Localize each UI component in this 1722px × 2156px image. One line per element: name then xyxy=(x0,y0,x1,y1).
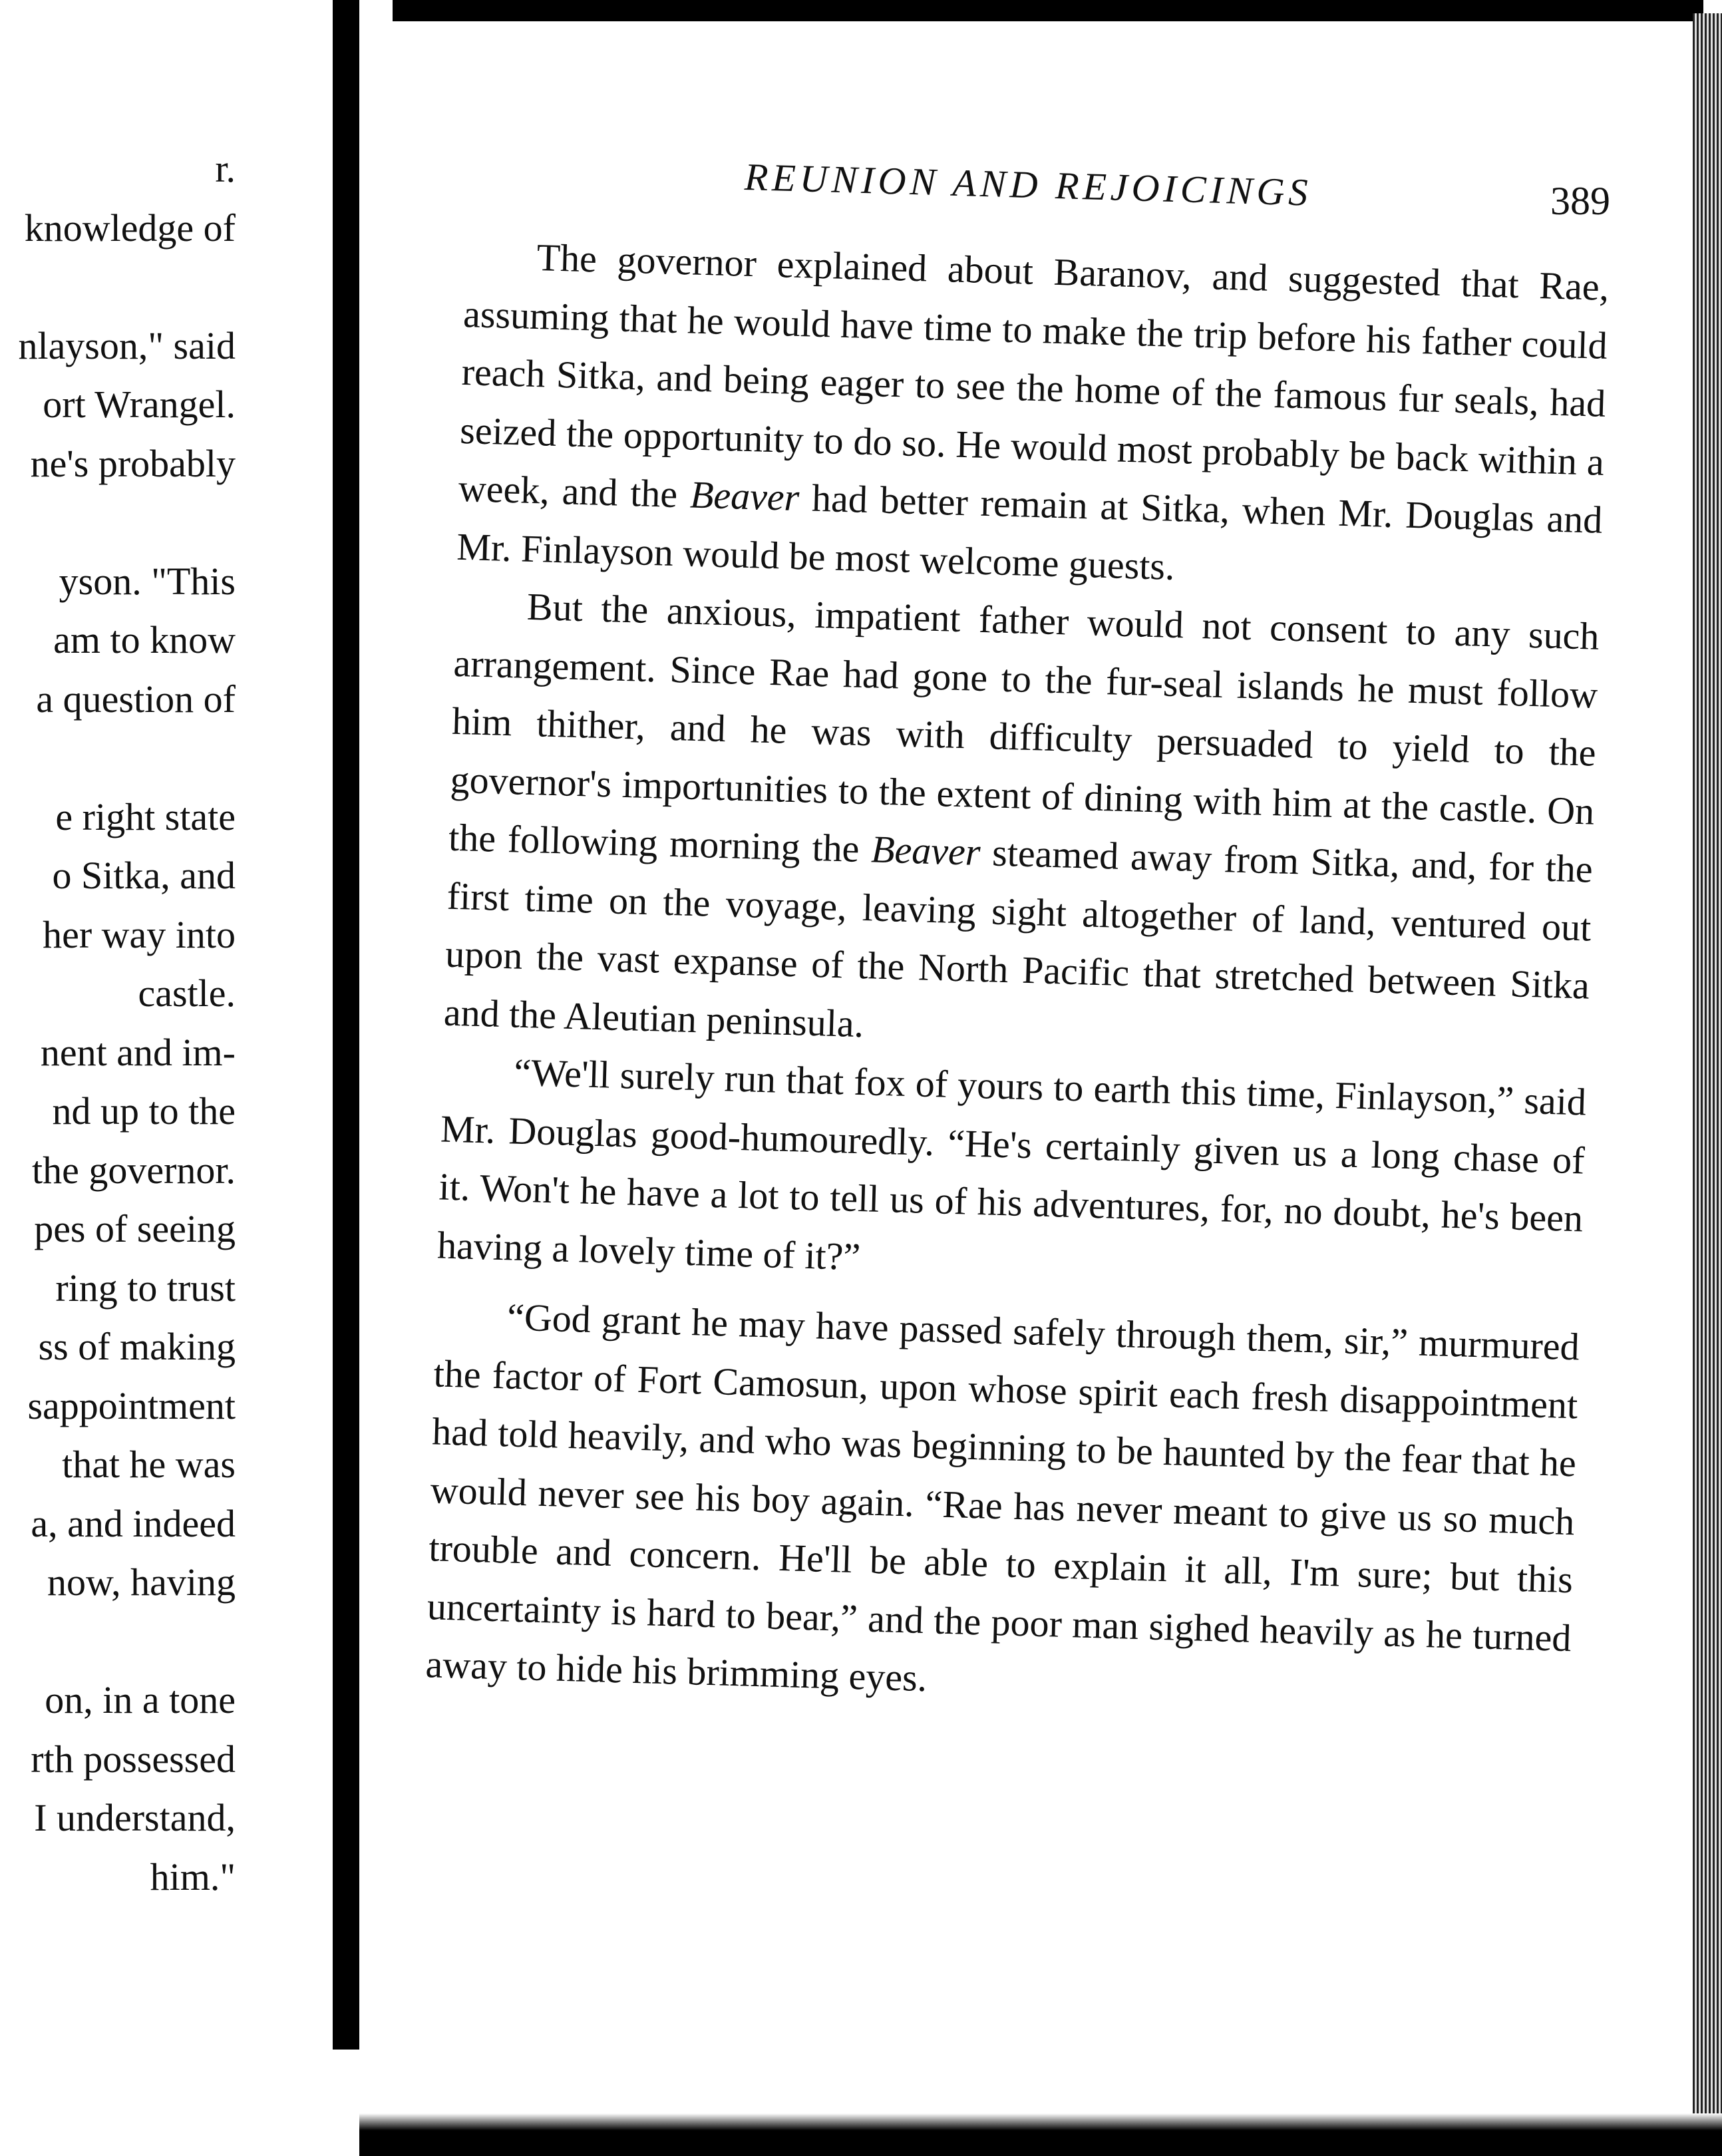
left-page-line: I understand, xyxy=(34,1796,236,1839)
left-page-line: ss of making xyxy=(38,1325,236,1368)
left-page-line: ring to trust xyxy=(55,1266,236,1310)
left-page-line: sappointment xyxy=(27,1383,236,1427)
paragraph-2: But the anxious, impatient father would not consent to any such arrangement. Since Rae had gone to the fur-seal islands he must follow him thither, and he was with difficulty persuaded to yield to the governor's importunities to the extent of dining with him at the castle. On the following morning the Beaver steamed away from Sitka, and, for the first time on the voyage, leaving sight altogether of land, ventured out upon the vast expanse of the North Pacific that stretched between Sitka and the Aleutian peninsula. xyxy=(443,584,1600,1045)
left-page-line: on, in a tone xyxy=(45,1678,236,1721)
paragraph-4: “God grant he may have passed safely through them, sir,” murmured the factor of Fort Camosun, upon whose spirit each fresh disappointment had told heavily, and who was beginning to be haunted by the fear that he would never see his boy again. “Rae has never meant to give us so much trouble and concern. He'll be able to explain it all, I'm sure; but this uncertainty is hard to bear,” and the poor man sighed heavily as he turned away to hide his brimming eyes. xyxy=(425,1295,1580,1700)
left-page-line: am to know xyxy=(53,618,236,661)
left-page-line: r. xyxy=(215,147,236,190)
left-page-line: the governor. xyxy=(31,1148,236,1192)
left-page-line: nent and im- xyxy=(40,1030,236,1074)
page-number: 389 xyxy=(1550,179,1610,223)
left-page-line: nlayson," said xyxy=(18,323,236,367)
book-gutter xyxy=(333,0,359,2050)
left-page-line: that he was xyxy=(62,1443,236,1486)
left-page-line: nd up to the xyxy=(52,1089,236,1133)
left-page-line: pes of seeing xyxy=(34,1207,236,1250)
page-edge-top xyxy=(393,0,1703,21)
left-page-line: ort Wrangel. xyxy=(43,383,236,426)
paragraph-3: “We'll surely run that fox of yours to earth this time, Finlayson,” said Mr. Douglas good-humouredly. “He's certainly given us a long chase of it. Won't he have a lot to tell us of his adventures, for, no doubt, he's been having a lovely time of it?” xyxy=(436,1050,1587,1278)
body-text xyxy=(425,226,1610,1725)
left-page-line: rth possessed xyxy=(31,1737,236,1781)
left-page-line: o Sitka, and xyxy=(52,854,236,897)
paragraph-1: The governor explained about Baranov, and suggested that Rae, assuming that he would have time to make the trip before his father could reach Sitka, and being eager to see the home of the famous fur seals, had seized the opportunity to do so. He would most probably be back within a week, and the Beaver had better remain at Sitka, when Mr. Douglas and Mr. Finlayson would be most welcome guests. xyxy=(456,236,1610,588)
left-page-line: e right state xyxy=(55,795,236,838)
left-page-line: a, and indeed xyxy=(31,1501,236,1545)
left-page-line: him." xyxy=(150,1855,236,1898)
running-head: REUNION AND REJOICINGS xyxy=(744,154,1313,214)
left-page-line: knowledge of xyxy=(24,206,236,250)
left-page-line: yson. "This xyxy=(59,559,236,603)
left-page xyxy=(0,0,333,2043)
left-page-line: ne's probably xyxy=(30,441,236,485)
left-page-line: castle. xyxy=(138,972,236,1015)
left-page-line: her way into xyxy=(43,912,236,956)
left-page-line: now, having xyxy=(47,1560,236,1604)
page-edge-bottom xyxy=(359,2113,1722,2156)
page-edge-right xyxy=(1693,13,1722,2156)
left-page-line: a question of xyxy=(36,677,236,721)
